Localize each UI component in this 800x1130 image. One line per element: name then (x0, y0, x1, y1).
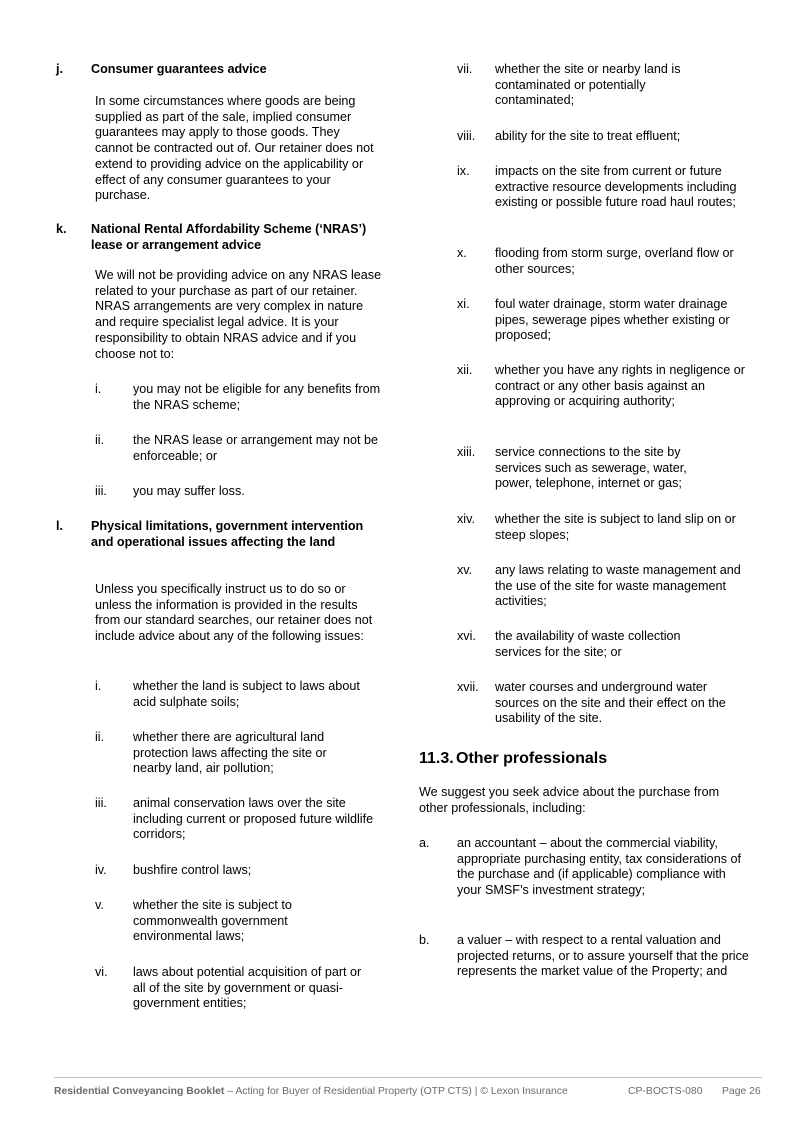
footer-title (54, 1084, 568, 1100)
list-text: whether the site is subject to commonwealth government environmental laws; (133, 898, 292, 944)
list-number: xvi. (457, 629, 476, 643)
section-letter: l. (56, 519, 63, 533)
section-letter: j. (56, 62, 63, 76)
list-text: ability for the site to treat effluent; (495, 129, 681, 143)
footer-doc-code: CP-BOCTS-080 (628, 1086, 703, 1097)
section-title: National Rental Affordability Scheme (‘NRAS’) lease or arrangement advice (91, 222, 367, 252)
section-j-heading (56, 62, 392, 78)
list-number: ii. (95, 730, 105, 744)
list-text: water courses and underground water sources on the site and their effect on the usability of the site. (495, 680, 726, 726)
list-number: v. (95, 898, 104, 912)
section-l-body: Unless you specifically instruct us to do so or unless the information is provided in the results from our standard searches, our retainer does not include advice about any of the following issues: (95, 582, 373, 644)
list-number: xvii. (457, 680, 479, 694)
list-text: a valuer – with respect to a rental valuation and projected returns, or to assure yourself that the price represents the market value of the Property; and (457, 933, 749, 979)
section-l-heading (56, 519, 392, 567)
list-text: foul water drainage, storm water drainage pipes, sewerage pipes whether existing or proposed; (495, 297, 730, 343)
list-number: xi. (457, 297, 470, 311)
list-text: bushfire control laws; (133, 863, 252, 877)
list-text: flooding from storm surge, overland flow or other sources; (495, 246, 734, 276)
list-text: any laws relating to waste management and the use of the site for waste management activities; (495, 563, 741, 609)
list-number: xiv. (457, 512, 475, 526)
list-number: viii. (457, 129, 476, 143)
section-k-body: We will not be providing advice on any NRAS lease related to your purchase as part of our retainer. NRAS arrangements are very complex in nature and require specialist legal advice. It is your responsibility to obtain NRAS advice and if you choose not to: (95, 268, 382, 361)
page-number: Page 26 (722, 1086, 761, 1097)
list-text: impacts on the site from current or future extractive resource developments including existing or possible future road haul routes; (495, 164, 737, 210)
section-title: Physical limitations, government intervention and operational issues affecting the land (91, 519, 364, 549)
section-j-body: In some circumstances where goods are being supplied as part of the sale, implied consumer guarantees may apply to those goods. They cannot be contracted out of. Our retainer does not extend to providing advice on the applicability or effect of any consumer guarantees to your purchase. (95, 94, 374, 203)
section-title: Consumer guarantees advice (91, 62, 267, 76)
list-text: whether there are agricultural land protection laws affecting the site or nearby land, air pollution; (133, 730, 327, 776)
list-number: i. (95, 382, 102, 396)
list-text: service connections to the site by services such as sewerage, water, power, telephone, internet or gas; (495, 445, 687, 491)
footer-subtitle: – Acting for Buyer of Residential Property (OTP CTS) | © Lexon Insurance (224, 1086, 568, 1097)
list-text: whether the site or nearby land is contaminated or potentially contaminated; (495, 62, 681, 108)
section-title: Other professionals (456, 750, 608, 767)
section-letter: k. (56, 222, 67, 236)
list-number: x. (457, 246, 467, 260)
footer-divider (54, 1077, 762, 1078)
list-number: vii. (457, 62, 473, 76)
list-text: an accountant – about the commercial viability, appropriate purchasing entity, tax considerations of the purchase and (if applicable) compliance with your SMSF’s investment strategy; (457, 836, 741, 898)
list-number: ii. (95, 433, 105, 447)
list-number: xii. (457, 363, 473, 377)
section-number: 11.3. (419, 750, 454, 767)
list-text: the NRAS lease or arrangement may not be enforceable; or (133, 433, 379, 463)
list-number: iv. (95, 863, 107, 877)
list-text: whether the land is subject to laws about acid sulphate soils; (133, 679, 360, 709)
list-number: b. (419, 933, 430, 947)
list-text: whether the site is subject to land slip on or steep slopes; (495, 512, 736, 542)
footer-booklet-name: Residential Conveyancing Booklet (54, 1086, 225, 1097)
list-text: whether you have any rights in negligence or contract or any other basis against an approving or acquiring authority; (495, 363, 745, 409)
section-heading (419, 751, 749, 771)
list-number: ix. (457, 164, 470, 178)
list-text: laws about potential acquisition of part or all of the site by government or quasi-government entities; (133, 965, 362, 1011)
list-number: xiii. (457, 445, 476, 459)
list-number: a. (419, 836, 430, 850)
list-number: iii. (95, 484, 107, 498)
list-number: iii. (95, 796, 107, 810)
section-k-heading (56, 222, 392, 254)
list-number: i. (95, 679, 102, 693)
list-text: the availability of waste collection services for the site; or (495, 629, 681, 659)
list-text: you may not be eligible for any benefits from the NRAS scheme; (133, 382, 381, 412)
list-text: animal conservation laws over the site including current or proposed future wildlife corridors; (133, 796, 374, 842)
list-number: xv. (457, 563, 473, 577)
list-number: vi. (95, 965, 108, 979)
list-text: you may suffer loss. (133, 484, 245, 498)
section-intro: We suggest you seek advice about the purchase from other professionals, including: (419, 785, 720, 815)
